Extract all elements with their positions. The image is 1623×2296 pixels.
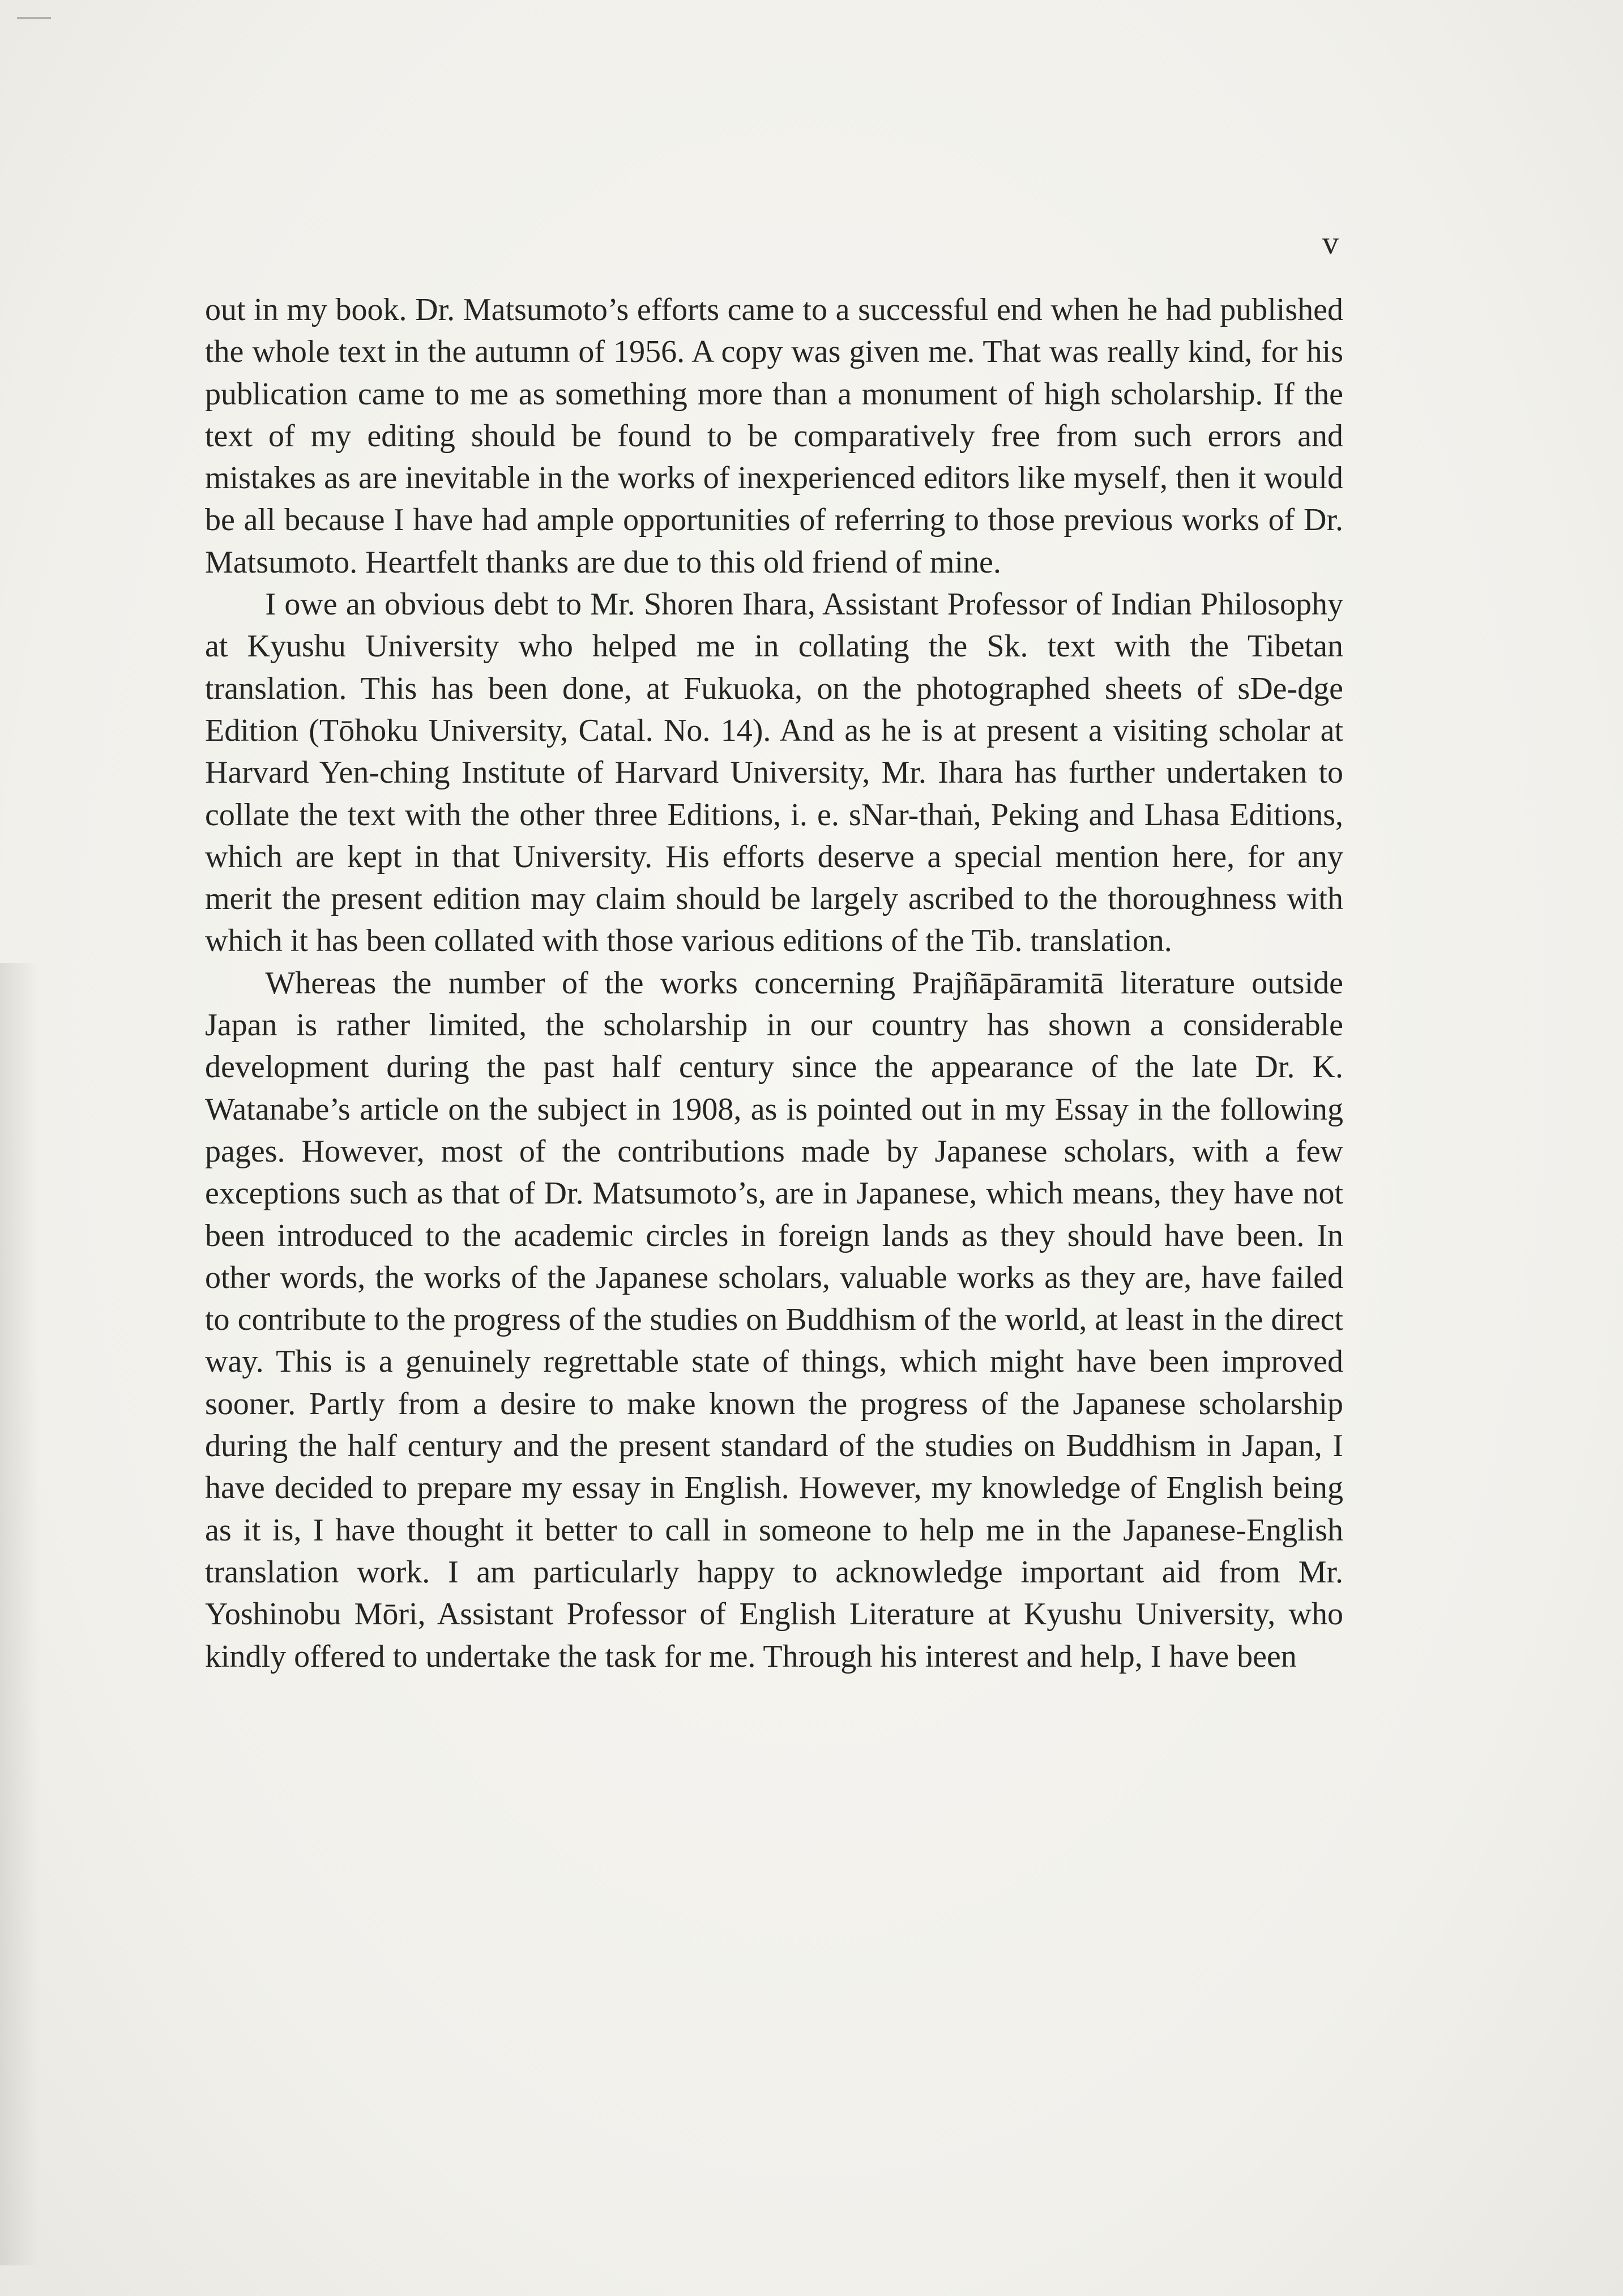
page-number: v — [1322, 224, 1339, 261]
paragraph-japanese-scholarship: Whereas the number of the works concerning Prajñāpāramitā literature outside Japan is rather limited, the scholarship in our country has shown a considerable development during the past half century since the appearance of the late Dr. K. Watanabe’s article on the subject in 1908, as is pointed out in my Essay in the following pages. However, most of the contributions made by Japanese scholars, with a few exceptions such as that of Dr. Matsumoto’s, are in Japanese, which means, they have not been introduced to the academic circles in foreign lands as they should have been. In other words, the works of the Japanese scholars, valuable works as they are, have failed to contribute to the progress of the studies on Buddhism of the world, at least in the direct way. This is a genuinely regrettable state of things, which might have been improved sooner. Partly from a desire to make known the progress of the Japanese scholarship during the half century and the present standard of the studies on Buddhism in Japan, I have decided to prepare my essay in English. However, my knowledge of English being as it is, I have thought it better to call in someone to help me in the Japanese-English translation work. I am particularly happy to acknowledge important aid from Mr. Yoshinobu Mōri, Assistant Professor of English Literature at Kyushu University, who kindly offered to undertake the task for me. Through his interest and help, I have been — [205, 965, 1343, 1674]
body-text — [205, 289, 1343, 1678]
paragraph-continuation: out in my book. Dr. Matsumoto’s efforts came to a successful end when he had published the whole text in the autumn of 1956. A copy was given me. That was really kind, for his publication came to me as something more than a monument of high scholarship. If the text of my editing should be found to be comparatively free from such errors and mistakes as are inevitable in the works of inexperienced editors like myself, then it would be all because I have had ample opportunities of referring to those previous works of Dr. Matsumoto. Heartfelt thanks are due to this old friend of mine. — [205, 292, 1343, 580]
scan-mark — [17, 17, 51, 19]
scan-edge-shadow — [0, 963, 40, 2265]
paragraph-acknowledgement-ihara: I owe an obvious debt to Mr. Shoren Ihara, Assistant Professor of Indian Philosophy at Kyushu University who helped me in collating the Sk. text with the Tibetan translation. This has been done, at Fukuoka, on the photographed sheets of sDe-dge Edition (Tōhoku University, Catal. No. 14). And as he is at present a visiting scholar at Harvard Yen-ching Institute of Harvard University, Mr. Ihara has further undertaken to collate the text with the other three Editions, i. e. sNar-thaṅ, Peking and Lhasa Editions, which are kept in that University. His efforts deserve a special mention here, for any merit the present edition may claim should be largely ascribed to the thoroughness with which it has been collated with those various editions of the Tib. translation. — [205, 587, 1343, 959]
